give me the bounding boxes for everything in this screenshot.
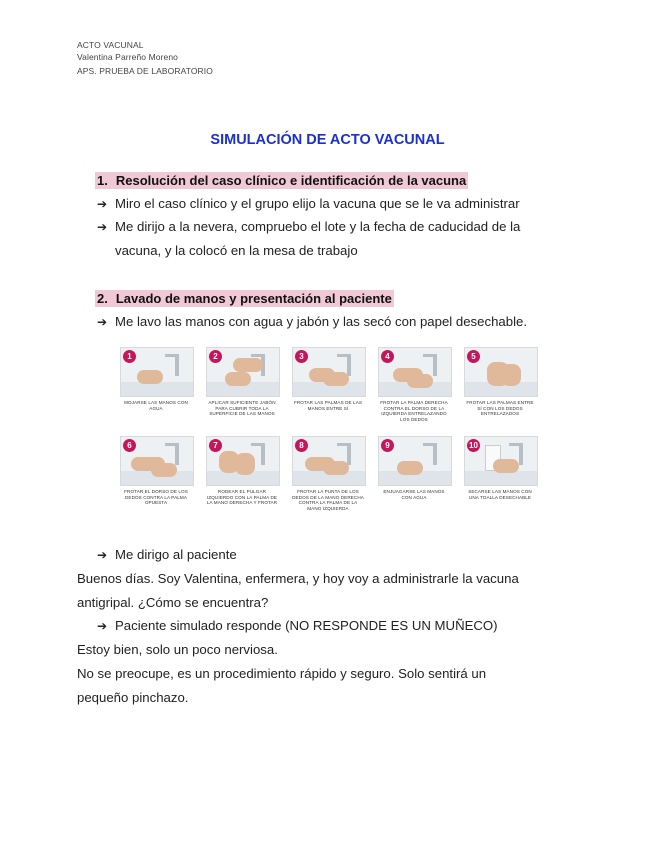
handwash-step — [120, 347, 192, 411]
handwash-step — [464, 436, 536, 500]
document-title: SIMULACIÓN DE ACTO VACUNAL — [210, 132, 445, 148]
handwash-illustration — [120, 347, 194, 397]
section-1-number: 1. — [97, 173, 108, 188]
handwash-step — [292, 347, 364, 411]
arrow-text: Me dirigo al paciente — [115, 547, 237, 562]
step-caption: FROTAR LAS PALMAS ENTRE SÍ CON LOS DEDOS ENTRELAZADOS — [466, 400, 534, 417]
handwash-illustration — [464, 347, 538, 397]
handwash-illustration — [206, 347, 280, 397]
handwash-illustration — [120, 436, 194, 486]
arrow-line-response — [97, 618, 498, 633]
step-number-badge: 1 — [123, 350, 136, 363]
dialogue-reassure-1: No se preocupe, es un procedimiento rápido y seguro. Solo sentirá un — [77, 666, 487, 681]
arrow-line-approach — [97, 547, 237, 562]
arrow-text: Paciente simulado responde (NO RESPONDE ES UN MUÑECO) — [115, 618, 498, 633]
handwash-step — [464, 347, 536, 417]
header-author: Valentina Parreño Moreno — [77, 52, 178, 62]
handwash-step — [206, 347, 278, 417]
arrow-icon: ➔ — [97, 548, 108, 562]
section-2-heading — [95, 290, 394, 307]
dialogue-reassure-2: pequeño pinchazo. — [77, 690, 189, 705]
section-2-number: 2. — [97, 291, 108, 306]
arrow-icon: ➔ — [97, 315, 108, 329]
step-caption: RODEAR EL PULGAR IZQUIERDO CON LA PALMA DE LA MANO DERECHA Y FROTAR — [206, 489, 278, 506]
step-caption: MOJARSE LAS MANOS CON AGUA — [124, 400, 188, 411]
step-caption: ENJUAGARSE LAS MANOS CON AGUA — [383, 489, 445, 500]
step-caption: FROTAR EL DORSO DE LOS DEDOS CONTRA LA PALMA OPUESTA — [124, 489, 188, 506]
section-1-bullet-2 — [97, 219, 520, 234]
step-caption: APLICAR SUFICIENTE JABÓN PARA CUBRIR TODA LA SUPERFICIE DE LAS MANOS — [208, 400, 276, 417]
dialogue-greeting-1: Buenos días. Soy Valentina, enfermera, y hoy voy a administrarle la vacuna — [77, 571, 519, 586]
bullet-text: Me dirijo a la nevera, compruebo el lote y la fecha de caducidad de la — [115, 219, 521, 234]
header-subject: APS. PRUEBA DE LABORATORIO — [77, 66, 213, 76]
arrow-icon: ➔ — [97, 197, 108, 211]
handwash-illustration — [292, 347, 366, 397]
step-number-badge: 6 — [123, 439, 136, 452]
handwash-step — [120, 436, 192, 506]
handwash-illustration — [206, 436, 280, 486]
step-number-badge: 2 — [209, 350, 222, 363]
handwash-step — [292, 436, 364, 511]
arrow-icon: ➔ — [97, 619, 108, 633]
step-number-badge: 7 — [209, 439, 222, 452]
bullet-text: Miro el caso clínico y el grupo elijo la vacuna que se le va administrar — [115, 196, 520, 211]
handwash-illustration — [378, 347, 452, 397]
dialogue-patient-reply: Estoy bien, solo un poco nerviosa. — [77, 642, 278, 657]
handwash-illustration — [378, 436, 452, 486]
step-number-badge: 4 — [381, 350, 394, 363]
handwash-step — [378, 347, 450, 422]
step-number-badge: 10 — [467, 439, 480, 452]
handwash-step — [206, 436, 278, 506]
section-2-title: Lavado de manos y presentación al paciente — [115, 291, 392, 306]
step-caption: SECARSE LAS MANOS CON UNA TOALLA DESECHABLE — [468, 489, 532, 500]
header-course: ACTO VACUNAL — [77, 40, 144, 50]
step-caption: FROTAR LA PUNTA DE LOS DEDOS DE LA MANO DERECHA CONTRA LA PALMA DE LA MANO IZQUIERDA — [292, 489, 364, 511]
section-1-bullet-1 — [97, 196, 520, 211]
step-caption: FROTAR LAS PALMAS DE LAS MANOS ENTRE SÍ — [293, 400, 363, 411]
handwash-illustration — [464, 436, 538, 486]
section-1-title: Resolución del caso clínico e identificación de la vacuna — [115, 173, 467, 188]
step-caption: FROTAR LA PALMA DERECHA CONTRA EL DORSO DE LA IZQUIERDA ENTRELAZANDO LOS DEDOS — [380, 400, 448, 422]
section-1-heading — [95, 172, 468, 189]
step-number-badge: 3 — [295, 350, 308, 363]
handwash-illustration — [292, 436, 366, 486]
handwashing-steps-figure — [120, 347, 536, 529]
step-number-badge: 9 — [381, 439, 394, 452]
handwash-step — [378, 436, 450, 500]
arrow-icon: ➔ — [97, 220, 108, 234]
section-2-bullet-1 — [97, 314, 527, 329]
bullet-text: Me lavo las manos con agua y jabón y las secó con papel desechable. — [115, 314, 527, 329]
dialogue-greeting-2: antigripal. ¿Cómo se encuentra? — [77, 595, 269, 610]
section-1-bullet-2-cont: vacuna, y la colocó en la mesa de trabajo — [115, 243, 358, 258]
step-number-badge: 8 — [295, 439, 308, 452]
step-number-badge: 5 — [467, 350, 480, 363]
